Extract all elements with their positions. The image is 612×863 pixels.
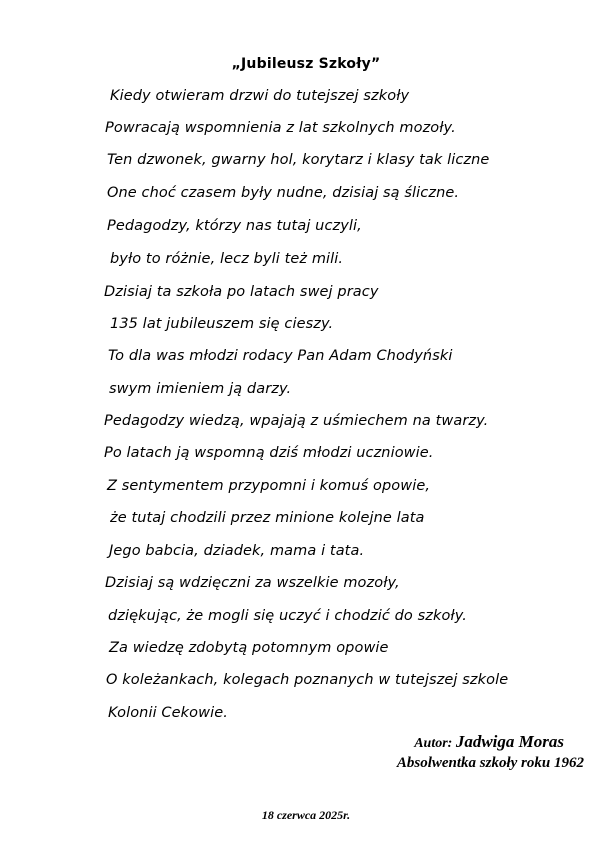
poem-line: Powracają wspomnienia z lat szkolnych mozoły. (105, 120, 456, 136)
poem-line: było to różnie, lecz byli też mili. (110, 251, 344, 267)
poem-line: O koleżankach, kolegach poznanych w tutejszej szkole (106, 672, 509, 688)
poem-line: Pedagodzy, którzy nas tutaj uczyli, (107, 218, 362, 234)
poem-line: swym imieniem ją darzy. (109, 381, 292, 397)
poem-line: Dzisiaj są wdzięczni za wszelkie mozoły, (105, 575, 400, 591)
poem-line: Jego babcia, dziadek, mama i tata. (109, 543, 365, 559)
author-name: Jadwiga Moras (455, 732, 564, 751)
poem-line: Kolonii Cekowie. (108, 705, 228, 721)
poem-line: 135 lat jubileuszem się cieszy. (110, 316, 334, 332)
poem-line: że tutaj chodzili przez minione kolejne lata (110, 510, 425, 526)
graduate-line: Absolwentka szkoły roku 1962 (396, 755, 584, 771)
poem-line: Kiedy otwieram drzwi do tutejszej szkoły (110, 88, 410, 104)
poem-line: One choć czasem były nudne, dzisiaj są śliczne. (107, 185, 460, 201)
author-label: Autor: (414, 736, 453, 751)
poem-line: Ten dzwonek, gwarny hol, korytarz i klasy tak liczne (107, 152, 490, 168)
author-line (414, 732, 564, 752)
poem-line: dziękując, że mogli się uczyć i chodzić do szkoły. (108, 608, 467, 624)
poem-title: „Jubileusz Szkoły” (231, 56, 381, 72)
poem-line: Z sentymentem przypomni i komuś opowie, (107, 478, 431, 494)
document-date: 18 czerwca 2025r. (261, 808, 351, 822)
poem-line: To dla was młodzi rodacy Pan Adam Chodyński (108, 348, 453, 364)
poem-line: Pedagodzy wiedzą, wpajają z uśmiechem na twarzy. (104, 413, 489, 429)
poem-line: Po latach ją wspomną dziś młodzi uczniowie. (104, 445, 434, 461)
poem-line: Za wiedzę zdobytą potomnym opowie (109, 640, 389, 656)
poem-line: Dzisiaj ta szkoła po latach swej pracy (104, 284, 379, 300)
